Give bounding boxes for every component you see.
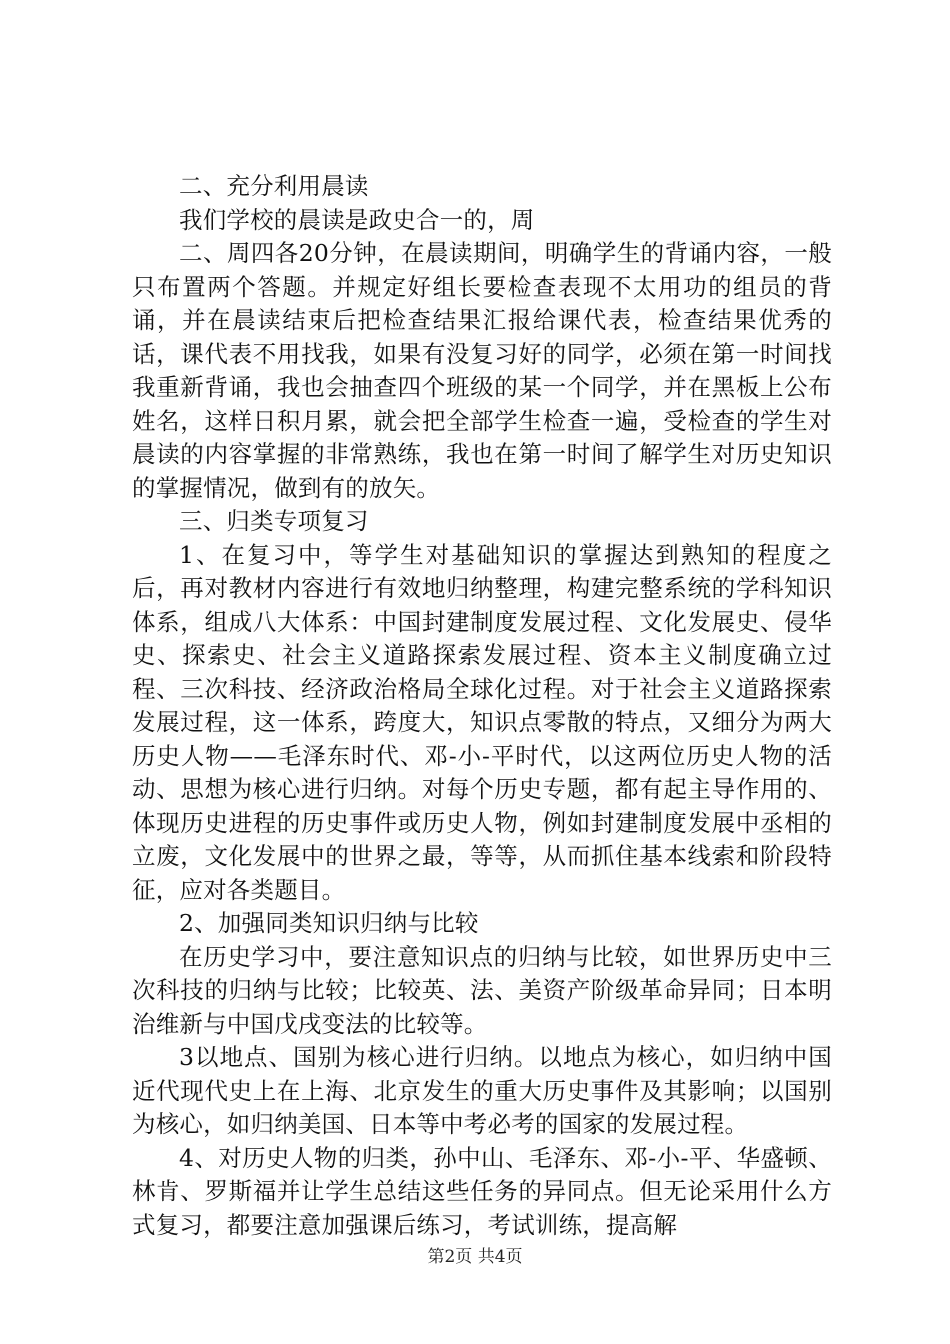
- paragraph-historical-figures: 4、对历史人物的归类，孙中山、毛泽东、邓-小-平、华盛顿、林肯、罗斯福并让学生总结这些任务的异同点。但无论采用什么方式复习，都要注意加强课后练习，考试训练，提高解: [132, 1143, 832, 1239]
- paragraph-knowledge-system: 1、在复习中，等学生对基础知识的掌握达到熟知的程度之后，再对教材内容进行有效地归纳整理，构建完整系统的学科知识体系，组成八大体系：中国封建制度发展过程、文化发展史、侵华史、探索史、社会主义道路探索发展过程、资本主义制度确立过程、三次科技、经济政治格局全球化过程。对于社会主义道路探索发展过程，这一体系，跨度大，知识点零散的特点，又细分为两大历史人物——毛泽东时代、邓-小-平时代，以这两位历史人物的活动、思想为核心进行归纳。对每个历史专题，都有起主导作用的、体现历史进程的历史事件或历史人物，例如封建制度发展中丞相的立废，文化发展中的世界之最，等等，从而抓住基本线索和阶段特征，应对各类题目。: [132, 540, 832, 904]
- section-heading-morning-reading: 二、充分利用晨读: [179, 172, 369, 200]
- page-number-footer: 第2页 共4页: [427, 1247, 523, 1267]
- document-body: [132, 170, 832, 1242]
- paragraph-morning-reading-intro: 我们学校的晨读是政史合一的，周: [179, 205, 535, 234]
- paragraph-location-country: 3以地点、国别为核心进行归纳。以地点为核心，如归纳中国近代现代史上在上海、北京发生的重大历史事件及其影响；以国别为核心，如归纳美国、日本等中考必考的国家的发展过程。: [132, 1043, 832, 1138]
- subheading-comparison: 2、加强同类知识归纳与比较: [179, 909, 479, 937]
- paragraph-morning-reading-details: 二、周四各20分钟，在晨读期间，明确学生的背诵内容，一般只布置两个答题。并规定好组长要检查表现不太用功的组员的背诵，并在晨读结束后把检查结果汇报给课代表，检查结果优秀的话，课代表不用找我，如果有没复习好的同学，必须在第一时间找我重新背诵，我也会抽查四个班级的某一个同学，并在黑板上公布姓名，这样日积月累，就会把全部学生检查一遍，受检查的学生对晨读的内容掌握的非常熟练，我也在第一时间了解学生对历史知识的掌握情况，做到有的放矢。: [132, 239, 832, 502]
- section-heading-categorized-review: 三、归类专项复习: [179, 507, 369, 535]
- paragraph-comparison-details: 在历史学习中，要注意知识点的归纳与比较，如世界历史中三次科技的归纳与比较；比较英、法、美资产阶级革命异同；日本明治维新与中国戊戌变法的比较等。: [132, 942, 832, 1038]
